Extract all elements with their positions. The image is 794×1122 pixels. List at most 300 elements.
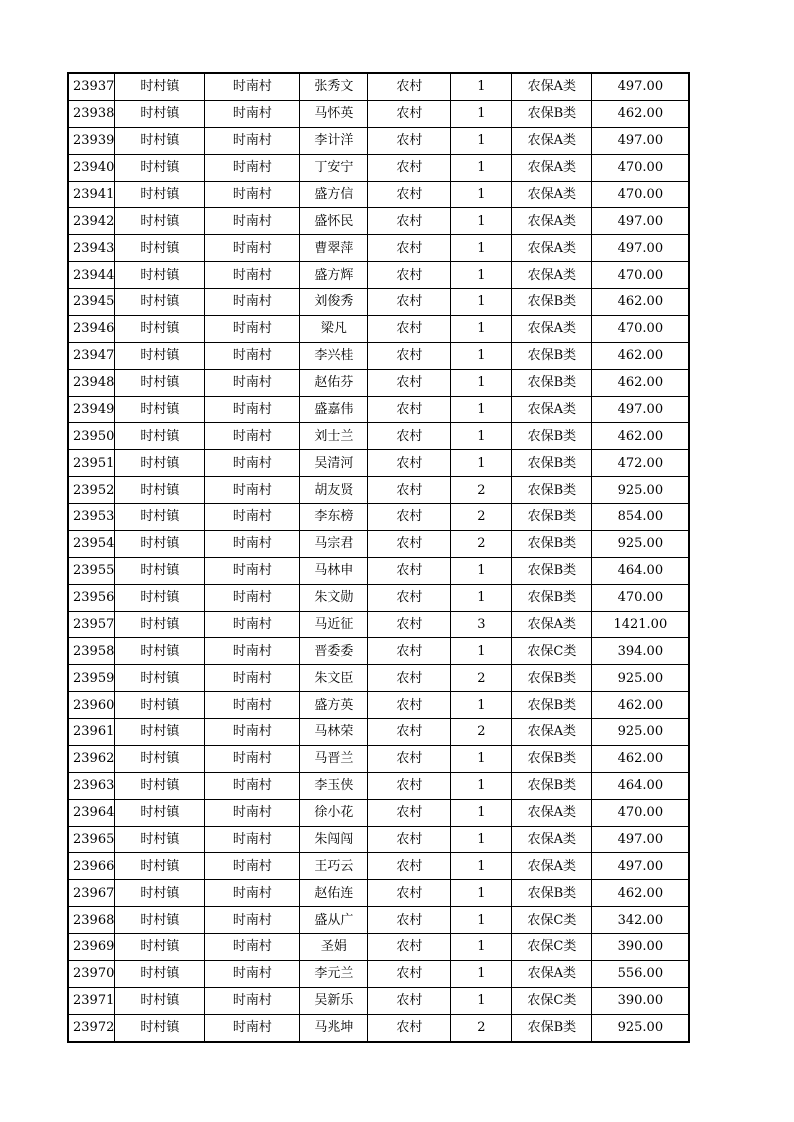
insurance-category-cell: 农保A类 (512, 127, 592, 154)
insurance-category-cell: 农保C类 (512, 934, 592, 961)
village-cell: 时南村 (205, 342, 300, 369)
village-cell: 时南村 (205, 289, 300, 316)
amount-cell: 925.00 (592, 477, 690, 504)
amount-cell: 462.00 (592, 289, 690, 316)
amount-cell: 390.00 (592, 934, 690, 961)
town-cell: 时村镇 (115, 504, 205, 531)
amount-cell: 925.00 (592, 1014, 690, 1041)
insurance-category-cell: 农保A类 (512, 719, 592, 746)
area-type-cell: 农村 (368, 611, 451, 638)
area-type-cell: 农村 (368, 181, 451, 208)
record-id-cell: 23945 (68, 289, 115, 316)
record-id-cell: 23944 (68, 262, 115, 289)
area-type-cell: 农村 (368, 934, 451, 961)
household-count-cell: 1 (451, 450, 512, 477)
village-cell: 时南村 (205, 611, 300, 638)
area-type-cell: 农村 (368, 665, 451, 692)
village-cell: 时南村 (205, 772, 300, 799)
name-cell: 马怀英 (300, 100, 368, 127)
village-cell: 时南村 (205, 154, 300, 181)
village-cell: 时南村 (205, 853, 300, 880)
village-cell: 时南村 (205, 745, 300, 772)
record-id-cell: 23961 (68, 719, 115, 746)
town-cell: 时村镇 (115, 719, 205, 746)
insurance-category-cell: 农保A类 (512, 826, 592, 853)
insurance-category-cell: 农保B类 (512, 530, 592, 557)
village-cell: 时南村 (205, 396, 300, 423)
village-cell: 时南村 (205, 181, 300, 208)
household-count-cell: 2 (451, 477, 512, 504)
household-count-cell: 1 (451, 73, 512, 100)
town-cell: 时村镇 (115, 530, 205, 557)
name-cell: 曹翠萍 (300, 235, 368, 262)
area-type-cell: 农村 (368, 826, 451, 853)
town-cell: 时村镇 (115, 772, 205, 799)
record-id-cell: 23964 (68, 799, 115, 826)
name-cell: 朱文勋 (300, 584, 368, 611)
table-row (68, 423, 689, 450)
town-cell: 时村镇 (115, 342, 205, 369)
name-cell: 王巧云 (300, 853, 368, 880)
area-type-cell: 农村 (368, 73, 451, 100)
amount-cell: 925.00 (592, 530, 690, 557)
table-row (68, 396, 689, 423)
table-row (68, 880, 689, 907)
village-cell: 时南村 (205, 934, 300, 961)
table-row (68, 960, 689, 987)
amount-cell: 497.00 (592, 853, 690, 880)
insurance-category-cell: 农保B类 (512, 665, 592, 692)
table-row (68, 235, 689, 262)
village-cell: 时南村 (205, 100, 300, 127)
village-cell: 时南村 (205, 1014, 300, 1041)
village-cell: 时南村 (205, 235, 300, 262)
village-cell: 时南村 (205, 665, 300, 692)
name-cell: 马晋兰 (300, 745, 368, 772)
table-row (68, 289, 689, 316)
area-type-cell: 农村 (368, 745, 451, 772)
record-id-cell: 23951 (68, 450, 115, 477)
town-cell: 时村镇 (115, 100, 205, 127)
area-type-cell: 农村 (368, 423, 451, 450)
record-id-cell: 23950 (68, 423, 115, 450)
insurance-category-cell: 农保C类 (512, 987, 592, 1014)
amount-cell: 470.00 (592, 799, 690, 826)
area-type-cell: 农村 (368, 100, 451, 127)
town-cell: 时村镇 (115, 826, 205, 853)
name-cell: 盛从广 (300, 907, 368, 934)
table-row (68, 638, 689, 665)
table-row (68, 100, 689, 127)
record-id-cell: 23939 (68, 127, 115, 154)
name-cell: 马林申 (300, 557, 368, 584)
table-row (68, 1014, 689, 1041)
area-type-cell: 农村 (368, 799, 451, 826)
village-cell: 时南村 (205, 987, 300, 1014)
village-cell: 时南村 (205, 450, 300, 477)
insurance-category-cell: 农保B类 (512, 342, 592, 369)
table-row (68, 665, 689, 692)
amount-cell: 470.00 (592, 315, 690, 342)
insurance-category-cell: 农保A类 (512, 396, 592, 423)
area-type-cell: 农村 (368, 1014, 451, 1041)
village-cell: 时南村 (205, 369, 300, 396)
household-count-cell: 1 (451, 692, 512, 719)
town-cell: 时村镇 (115, 799, 205, 826)
record-id-cell: 23970 (68, 960, 115, 987)
record-id-cell: 23971 (68, 987, 115, 1014)
insurance-category-cell: 农保B类 (512, 584, 592, 611)
town-cell: 时村镇 (115, 907, 205, 934)
village-cell: 时南村 (205, 73, 300, 100)
table-row (68, 450, 689, 477)
household-count-cell: 1 (451, 181, 512, 208)
household-count-cell: 1 (451, 396, 512, 423)
record-id-cell: 23942 (68, 208, 115, 235)
amount-cell: 854.00 (592, 504, 690, 531)
area-type-cell: 农村 (368, 127, 451, 154)
amount-cell: 462.00 (592, 100, 690, 127)
area-type-cell: 农村 (368, 396, 451, 423)
table-row (68, 772, 689, 799)
household-count-cell: 1 (451, 262, 512, 289)
name-cell: 刘士兰 (300, 423, 368, 450)
area-type-cell: 农村 (368, 477, 451, 504)
table-row (68, 907, 689, 934)
record-id-cell: 23946 (68, 315, 115, 342)
record-id-cell: 23959 (68, 665, 115, 692)
insurance-category-cell: 农保A类 (512, 799, 592, 826)
name-cell: 盛嘉伟 (300, 396, 368, 423)
town-cell: 时村镇 (115, 934, 205, 961)
area-type-cell: 农村 (368, 530, 451, 557)
name-cell: 盛方辉 (300, 262, 368, 289)
table-row (68, 504, 689, 531)
insurance-category-cell: 农保A类 (512, 154, 592, 181)
town-cell: 时村镇 (115, 557, 205, 584)
insurance-category-cell: 农保A类 (512, 73, 592, 100)
table-row (68, 611, 689, 638)
village-cell: 时南村 (205, 719, 300, 746)
record-id-cell: 23954 (68, 530, 115, 557)
household-count-cell: 1 (451, 100, 512, 127)
table-body (68, 73, 689, 1042)
household-count-cell: 3 (451, 611, 512, 638)
household-count-cell: 1 (451, 907, 512, 934)
insurance-category-cell: 农保A类 (512, 208, 592, 235)
insurance-category-cell: 农保B类 (512, 100, 592, 127)
town-cell: 时村镇 (115, 127, 205, 154)
table-row (68, 692, 689, 719)
name-cell: 李计洋 (300, 127, 368, 154)
table-row (68, 477, 689, 504)
record-id-cell: 23966 (68, 853, 115, 880)
village-cell: 时南村 (205, 477, 300, 504)
table-row (68, 530, 689, 557)
household-count-cell: 2 (451, 665, 512, 692)
household-count-cell: 2 (451, 504, 512, 531)
record-id-cell: 23956 (68, 584, 115, 611)
amount-cell: 497.00 (592, 396, 690, 423)
household-count-cell: 2 (451, 1014, 512, 1041)
town-cell: 时村镇 (115, 154, 205, 181)
town-cell: 时村镇 (115, 1014, 205, 1041)
area-type-cell: 农村 (368, 154, 451, 181)
household-count-cell: 1 (451, 745, 512, 772)
household-count-cell: 1 (451, 154, 512, 181)
roster-table (67, 72, 690, 1043)
record-id-cell: 23941 (68, 181, 115, 208)
name-cell: 丁安宁 (300, 154, 368, 181)
name-cell: 刘俊秀 (300, 289, 368, 316)
village-cell: 时南村 (205, 127, 300, 154)
household-count-cell: 1 (451, 799, 512, 826)
name-cell: 晋委委 (300, 638, 368, 665)
name-cell: 朱闯闯 (300, 826, 368, 853)
amount-cell: 462.00 (592, 369, 690, 396)
table-row (68, 262, 689, 289)
insurance-category-cell: 农保B类 (512, 423, 592, 450)
record-id-cell: 23943 (68, 235, 115, 262)
village-cell: 时南村 (205, 584, 300, 611)
amount-cell: 497.00 (592, 208, 690, 235)
household-count-cell: 1 (451, 853, 512, 880)
record-id-cell: 23955 (68, 557, 115, 584)
name-cell: 马宗君 (300, 530, 368, 557)
insurance-category-cell: 农保A类 (512, 853, 592, 880)
household-count-cell: 1 (451, 584, 512, 611)
area-type-cell: 农村 (368, 719, 451, 746)
record-id-cell: 23952 (68, 477, 115, 504)
insurance-category-cell: 农保A类 (512, 181, 592, 208)
area-type-cell: 农村 (368, 880, 451, 907)
amount-cell: 925.00 (592, 665, 690, 692)
area-type-cell: 农村 (368, 289, 451, 316)
town-cell: 时村镇 (115, 611, 205, 638)
insurance-category-cell: 农保A类 (512, 960, 592, 987)
area-type-cell: 农村 (368, 504, 451, 531)
area-type-cell: 农村 (368, 584, 451, 611)
town-cell: 时村镇 (115, 235, 205, 262)
town-cell: 时村镇 (115, 584, 205, 611)
household-count-cell: 1 (451, 235, 512, 262)
village-cell: 时南村 (205, 530, 300, 557)
record-id-cell: 23963 (68, 772, 115, 799)
town-cell: 时村镇 (115, 880, 205, 907)
town-cell: 时村镇 (115, 450, 205, 477)
amount-cell: 497.00 (592, 127, 690, 154)
table-row (68, 934, 689, 961)
name-cell: 胡友贤 (300, 477, 368, 504)
area-type-cell: 农村 (368, 853, 451, 880)
town-cell: 时村镇 (115, 745, 205, 772)
town-cell: 时村镇 (115, 477, 205, 504)
table-row (68, 826, 689, 853)
town-cell: 时村镇 (115, 208, 205, 235)
household-count-cell: 1 (451, 208, 512, 235)
record-id-cell: 23965 (68, 826, 115, 853)
household-count-cell: 1 (451, 127, 512, 154)
name-cell: 张秀文 (300, 73, 368, 100)
name-cell: 马林荣 (300, 719, 368, 746)
amount-cell: 394.00 (592, 638, 690, 665)
area-type-cell: 农村 (368, 692, 451, 719)
name-cell: 吴新乐 (300, 987, 368, 1014)
table-row (68, 73, 689, 100)
name-cell: 圣娟 (300, 934, 368, 961)
household-count-cell: 1 (451, 289, 512, 316)
table-row (68, 853, 689, 880)
household-count-cell: 1 (451, 934, 512, 961)
insurance-category-cell: 农保B类 (512, 477, 592, 504)
amount-cell: 925.00 (592, 719, 690, 746)
name-cell: 马兆坤 (300, 1014, 368, 1041)
household-count-cell: 1 (451, 987, 512, 1014)
name-cell: 李元兰 (300, 960, 368, 987)
table-row (68, 315, 689, 342)
amount-cell: 470.00 (592, 181, 690, 208)
amount-cell: 497.00 (592, 73, 690, 100)
town-cell: 时村镇 (115, 181, 205, 208)
record-id-cell: 23948 (68, 369, 115, 396)
name-cell: 盛方英 (300, 692, 368, 719)
town-cell: 时村镇 (115, 73, 205, 100)
table-row (68, 208, 689, 235)
household-count-cell: 1 (451, 772, 512, 799)
record-id-cell: 23957 (68, 611, 115, 638)
record-id-cell: 23962 (68, 745, 115, 772)
amount-cell: 470.00 (592, 262, 690, 289)
name-cell: 李东榜 (300, 504, 368, 531)
insurance-category-cell: 农保A类 (512, 235, 592, 262)
amount-cell: 497.00 (592, 235, 690, 262)
record-id-cell: 23968 (68, 907, 115, 934)
table-row (68, 154, 689, 181)
amount-cell: 462.00 (592, 423, 690, 450)
record-id-cell: 23938 (68, 100, 115, 127)
town-cell: 时村镇 (115, 692, 205, 719)
insurance-category-cell: 农保A类 (512, 262, 592, 289)
town-cell: 时村镇 (115, 289, 205, 316)
amount-cell: 462.00 (592, 880, 690, 907)
record-id-cell: 23940 (68, 154, 115, 181)
record-id-cell: 23972 (68, 1014, 115, 1041)
town-cell: 时村镇 (115, 638, 205, 665)
table-row (68, 799, 689, 826)
area-type-cell: 农村 (368, 907, 451, 934)
record-id-cell: 23947 (68, 342, 115, 369)
household-count-cell: 1 (451, 826, 512, 853)
insurance-category-cell: 农保C类 (512, 907, 592, 934)
household-count-cell: 1 (451, 638, 512, 665)
amount-cell: 462.00 (592, 692, 690, 719)
household-count-cell: 1 (451, 423, 512, 450)
insurance-category-cell: 农保B类 (512, 692, 592, 719)
household-count-cell: 1 (451, 342, 512, 369)
town-cell: 时村镇 (115, 987, 205, 1014)
table-row (68, 369, 689, 396)
record-id-cell: 23967 (68, 880, 115, 907)
area-type-cell: 农村 (368, 235, 451, 262)
insurance-category-cell: 农保B类 (512, 880, 592, 907)
town-cell: 时村镇 (115, 315, 205, 342)
amount-cell: 470.00 (592, 584, 690, 611)
household-count-cell: 1 (451, 960, 512, 987)
table-row (68, 719, 689, 746)
town-cell: 时村镇 (115, 423, 205, 450)
insurance-category-cell: 农保B类 (512, 772, 592, 799)
amount-cell: 342.00 (592, 907, 690, 934)
household-count-cell: 2 (451, 719, 512, 746)
village-cell: 时南村 (205, 960, 300, 987)
village-cell: 时南村 (205, 504, 300, 531)
insurance-category-cell: 农保A类 (512, 611, 592, 638)
name-cell: 徐小花 (300, 799, 368, 826)
area-type-cell: 农村 (368, 638, 451, 665)
village-cell: 时南村 (205, 557, 300, 584)
village-cell: 时南村 (205, 208, 300, 235)
area-type-cell: 农村 (368, 450, 451, 477)
record-id-cell: 23937 (68, 73, 115, 100)
record-id-cell: 23969 (68, 934, 115, 961)
village-cell: 时南村 (205, 315, 300, 342)
area-type-cell: 农村 (368, 557, 451, 584)
village-cell: 时南村 (205, 262, 300, 289)
amount-cell: 390.00 (592, 987, 690, 1014)
village-cell: 时南村 (205, 826, 300, 853)
table-row (68, 745, 689, 772)
town-cell: 时村镇 (115, 853, 205, 880)
table-row (68, 584, 689, 611)
name-cell: 赵佑连 (300, 880, 368, 907)
household-count-cell: 1 (451, 315, 512, 342)
insurance-category-cell: 农保B类 (512, 1014, 592, 1041)
insurance-category-cell: 农保A类 (512, 315, 592, 342)
village-cell: 时南村 (205, 799, 300, 826)
amount-cell: 497.00 (592, 826, 690, 853)
name-cell: 盛怀民 (300, 208, 368, 235)
insurance-category-cell: 农保C类 (512, 638, 592, 665)
name-cell: 赵佑芬 (300, 369, 368, 396)
amount-cell: 462.00 (592, 342, 690, 369)
town-cell: 时村镇 (115, 262, 205, 289)
name-cell: 梁凡 (300, 315, 368, 342)
household-count-cell: 2 (451, 530, 512, 557)
village-cell: 时南村 (205, 692, 300, 719)
insurance-category-cell: 农保B类 (512, 450, 592, 477)
village-cell: 时南村 (205, 907, 300, 934)
area-type-cell: 农村 (368, 208, 451, 235)
insurance-category-cell: 农保B类 (512, 504, 592, 531)
name-cell: 马近征 (300, 611, 368, 638)
amount-cell: 470.00 (592, 154, 690, 181)
household-count-cell: 1 (451, 557, 512, 584)
name-cell: 李兴桂 (300, 342, 368, 369)
village-cell: 时南村 (205, 880, 300, 907)
household-count-cell: 1 (451, 880, 512, 907)
amount-cell: 462.00 (592, 745, 690, 772)
area-type-cell: 农村 (368, 960, 451, 987)
town-cell: 时村镇 (115, 665, 205, 692)
table-row (68, 987, 689, 1014)
insurance-category-cell: 农保B类 (512, 369, 592, 396)
insurance-category-cell: 农保B类 (512, 289, 592, 316)
village-cell: 时南村 (205, 423, 300, 450)
household-count-cell: 1 (451, 369, 512, 396)
town-cell: 时村镇 (115, 369, 205, 396)
record-id-cell: 23949 (68, 396, 115, 423)
name-cell: 朱文臣 (300, 665, 368, 692)
